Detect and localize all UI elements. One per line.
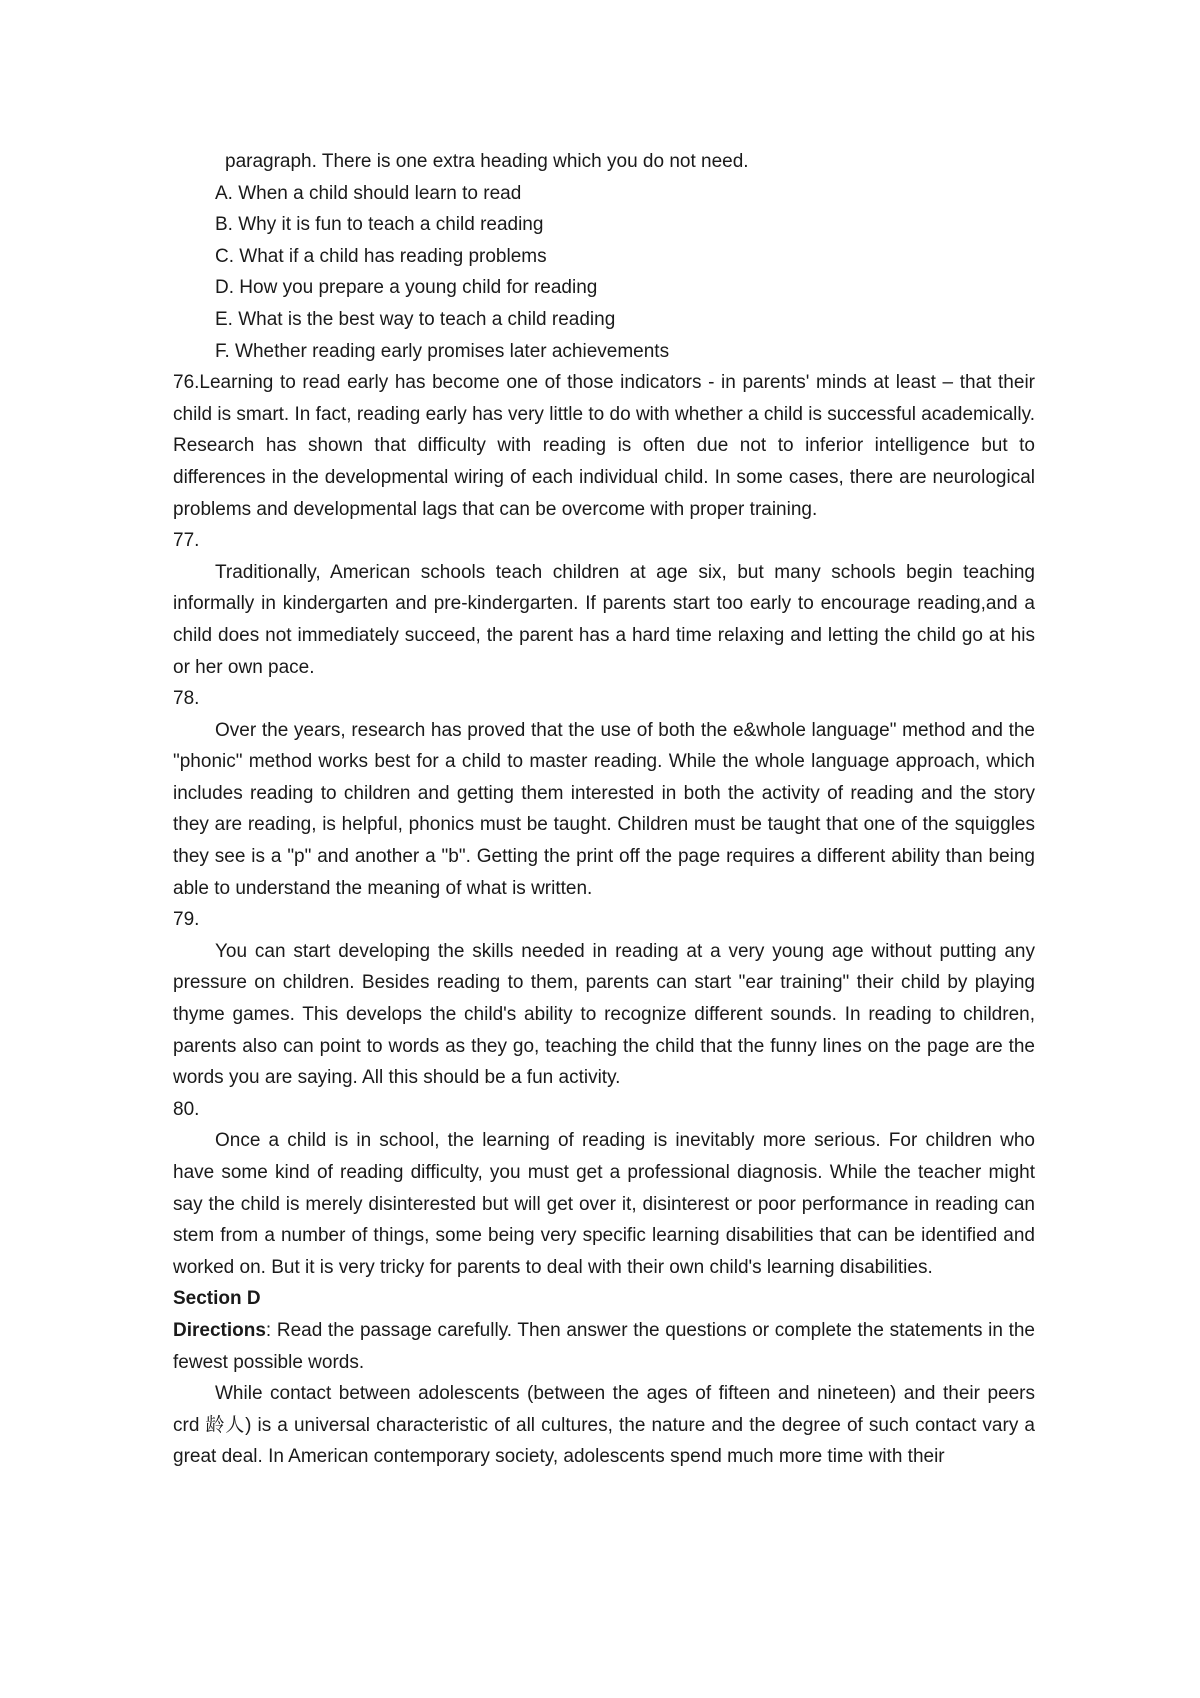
question-number-78: 78. <box>173 688 200 710</box>
section-d-passage <box>173 1378 1035 1473</box>
directions-text: : Read the passage carefully. Then answer the questions or complete the statements in the fewest possible words. <box>173 1319 1035 1373</box>
option-a: A. When a child should learn to read <box>215 182 522 204</box>
directions-label: Directions <box>173 1319 266 1341</box>
paragraph-77: Traditionally, American schools teach children at age six, but many schools begin teaching informally in kindergarten and pre-kindergarten. If parents start too early to encourage reading,and a child does not immediately succeed, the parent has a hard time relaxing and letting the child go at his or her own pace. <box>173 561 1035 678</box>
passage-text-part1: While contact between adolescents (between the ages of fifteen and nineteen) and their peers crd <box>173 1383 1035 1436</box>
paragraph-80: Once a child is in school, the learning of reading is inevitably more serious. For children who have some kind of reading difficulty, you must get a professional diagnosis. While the teacher might say the child is merely disinterested but will get over it, disinterest or poor performance in reading can stem from a number of things, some being very specific learning disabilities that can be identified and worked on. But it is very tricky for parents to deal with their own child's learning disabilities. <box>173 1130 1035 1278</box>
heading-options-list <box>173 178 1035 368</box>
paragraph-78: Over the years, research has proved that the use of both the e&whole language" method and the "phonic" method works best for a child to master reading. While the whole language approach, which includes reading to children and getting them interested in both the activity of reading and the story they are reading, is helpful, phonics must be taught. Children must be taught that one of the squiggles they see is a "p" and another a "b". Getting the print off the page requires a different ability than being able to understand the meaning of what is written. <box>173 719 1035 899</box>
question-number-80: 80. <box>173 1098 200 1120</box>
paragraph-79: You can start developing the skills needed in reading at a very young age without putting any pressure on children. Besides reading to them, parents can start "ear training" their child by playing thyme games. This develops the child's ability to recognize different sounds. In reading to children, parents also can point to words as they go, teaching the child that the funny lines on the page are the words you are saying. All this should be a fun activity. <box>173 940 1035 1089</box>
question-number-79: 79. <box>173 909 200 931</box>
option-f: F. Whether reading early promises later achievements <box>215 340 670 362</box>
option-c: C. What if a child has reading problems <box>215 245 547 267</box>
passage-text-part2: ) is a universal characteristic of all cultures, the nature and the degree of such contact vary a great deal. In American contemporary society, adolescents spend much more time with their <box>173 1414 1035 1468</box>
option-b: B. Why it is fun to teach a child reading <box>215 214 544 236</box>
instruction-continuation: paragraph. There is one extra heading which you do not need. <box>225 151 749 172</box>
document-page <box>173 146 1035 1473</box>
passage-cjk-text: 龄人 <box>205 1413 246 1436</box>
option-e: E. What is the best way to teach a child reading <box>215 308 616 330</box>
section-d-heading: Section D <box>173 1288 261 1310</box>
directions-paragraph <box>173 1315 1035 1378</box>
option-d: D. How you prepare a young child for reading <box>215 277 598 299</box>
question-number-77: 77. <box>173 530 200 552</box>
paragraph-76: 76.Learning to read early has become one of those indicators - in parents' minds at least – that their child is smart. In fact, reading early has very little to do with whether a child is successful academically. Research has shown that difficulty with reading is often due not to inferior intelligence but to differences in the developmental wiring of each individual child. In some cases, there are neurological problems and developmental lags that can be overcome with proper training. <box>173 372 1035 520</box>
